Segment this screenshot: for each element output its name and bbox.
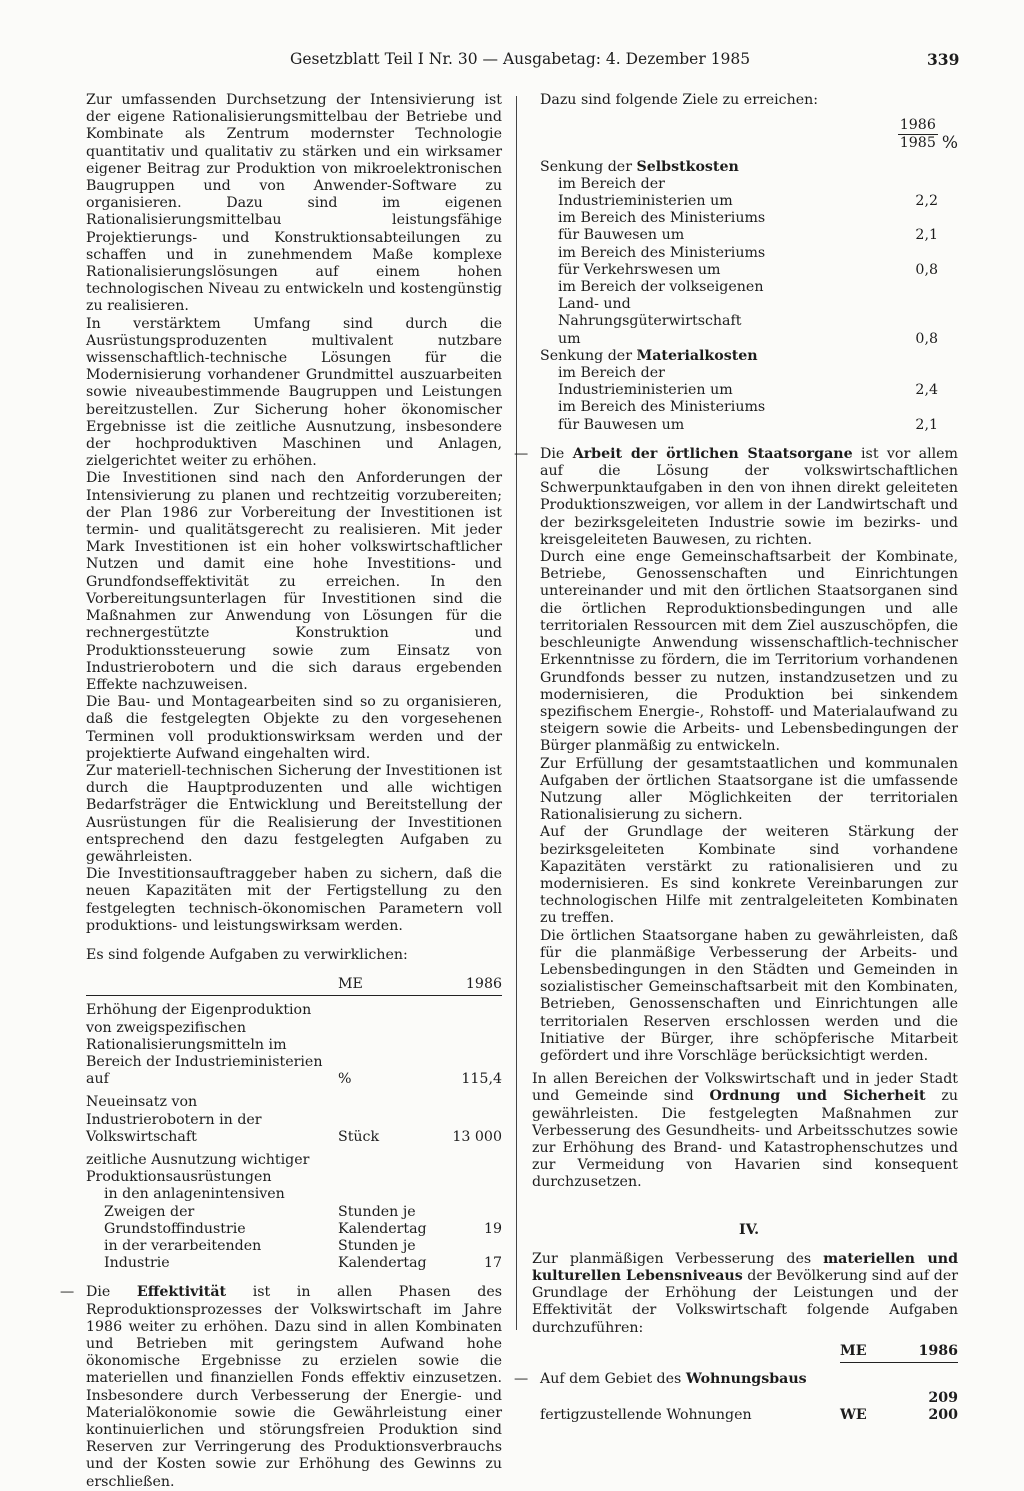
table-row: in den anlagenintensiven Zweigen der Grundstoffindustrie Stunden je Kalendertag 19 [104, 1186, 502, 1237]
paragraph: Die Investitionsauftraggeber haben zu sichern, daß die neuen Kapazitäten mit der Fertigstellung zu den festgelegten technisch-ökonomischen Parametern voll produktions- und leistungswirksam werden. [86, 866, 502, 934]
goals-header: $\frac{1986}{1985}$ % [899, 117, 958, 154]
table-header [86, 976, 502, 996]
paragraph: Zur materiell-technischen Sicherung der Investitionen ist durch die Hauptproduzenten und alle wichtigen Bedarfsträger die Entwicklung und Bereitstellung der Ausrüstungen für die Realisierung der Investitionen entsprechend den dazu festgelegten Aufgaben zu gewährleisten. [86, 762, 502, 865]
ratio-label: $\frac{1986}{1985}$ [899, 117, 936, 152]
table-row: im Bereich der Industrieministerien um 2,2 [558, 175, 938, 210]
group-heading: Senkung der Selbstkosten [540, 158, 739, 175]
col-me: ME [338, 976, 363, 993]
wohnungsbau-item: — Auf dem Gebiet des Wohnungsbaus [514, 1371, 807, 1388]
table-row: fertigzustellende Wohnungen WE 209 200 [540, 1390, 958, 1424]
left-column [60, 92, 502, 1491]
table-row: im Bereich des Ministeriums für Bauwesen um 2,1 [558, 399, 938, 433]
paragraph: Durch eine enge Gemeinschaftsarbeit der Kombinate, Betriebe, Genossenschaften und Einrichtungen untereinander und mit den örtlichen Staatsorganen sind die örtlichen Reproduktionsbedingungen und alle territorialen Ressourcen mit dem Ziel auszuschöpfen, die beschleunigte Anwendung wissenschaftlich-technischer Erkenntnisse zu fördern, die im Territorium vorhandenen Grundfonds besser zu nutzen, instandzusetzen und zu modernisieren, die Produktion bei sinkendem spezifischem Energie-, Rohstoff- und Materialaufwand zu steigern sowie die Arbeits- und Lebensbedingungen der Bürger planmäßig zu entwickeln. [540, 549, 958, 755]
paragraph: Die Bau- und Montagearbeiten sind so zu organisieren, daß die festgelegten Objekte zu den vorgesehenen Terminen voll produktionswirksam werden und der projektierte Aufwand eingehalten wird. [86, 694, 502, 762]
dash-bullet: — [514, 445, 529, 462]
table-header: ME 1986 [840, 1343, 958, 1363]
staatsorgane-item: — Die Arbeit der örtlichen Staatsorgane ist vor allem auf die Lösung der volkswirtschaftlichen Schwerpunktaufgaben in den von ihnen direkt geleiteten Produktionszweigen, vor allem in der Landwirtschaft und der bezirksgeleiteten Industrie sowie im bezirks- und kreisgeleiteten Bauwesen, zu richten. [514, 445, 959, 548]
paragraph: Zur Erfüllung der gesamtstaatlichen und kommunalen Aufgaben der örtlichen Staatsorgane ist die umfassende Nutzung aller Möglichkeiten der territorialen Rationalisierung zu sichern. [540, 755, 958, 824]
paragraph: Zur umfassenden Durchsetzung der Intensivierung ist der eigene Rationalisierungsmittelbau der Betriebe und Kombinate als Zentrum modernster Technologie quantitativ und qualitativ zu stärken und ein wirksamer eigener Beitrag zur Produktion von mikroelektronischen Baugruppen und von Anwender-Software zu organisieren. Dazu sind im eigenen Rationalisierungsmittelbau leistungsfähige Projektierungs- und Konstruktionsabteilungen zu schaffen und in zunehmendem Maße komplexe Rationalisierungslösungen auf einem hohen technologischen Niveau zu entwickeln und kostengünstig zu realisieren. [86, 92, 502, 315]
tasks-table [86, 976, 502, 1272]
table-row: im Bereich der volkseigenen Land- und Nahrungsgüterwirtschaft um 0,8 [558, 279, 938, 347]
table-row: im Bereich des Ministeriums für Bauwesen um 2,1 [558, 210, 938, 244]
section-heading: IV. [738, 1221, 760, 1238]
paragraph: Zur planmäßigen Verbesserung des materiellen und kulturellen Lebensniveaus der Bevölkerung sind auf der Grundlage der Erhöhung der Leistungen und der Effektivität der Volkswirtschaft folgende Aufgaben durchzuführen: [532, 1250, 958, 1336]
right-column [514, 92, 959, 1425]
dash-bullet: — [60, 1284, 75, 1301]
goals-table [540, 159, 958, 434]
effektivitaet-item: — Die Effektivität ist in allen Phasen des Reproduktionsprozesses der Volkswirtschaft im Jahre 1986 weiter zu erhöhen. Dazu sind in allen Kombinaten und Betrieben mit geringstem Aufwand hohe ökonomische Ergebnisse zu erzielen sowie die materiellen und finanziellen Fonds effektiv einzusetzen. Insbesondere durch Verbesserung der Energie- und Materialökonomie sowie die Gewährleistung einer kontinuierlichen und störungsfreien Produktion sind Reserven zur Verringerung des Produktionsverbrauchs und der Kosten sowie zur Erhöhung des Gewinns zu erschließen. [60, 1284, 502, 1490]
paragraph: Die Investitionen sind nach den Anforderungen der Intensivierung zu planen und rechtzeitig vorzubereiten; der Plan 1986 zur Vorbereitung der Investitionen ist termin- und qualitätsgerecht zu realisieren. Mit jeder Mark Investitionen ist ein hoher volkswirtschaftlicher Nutzen und damit eine hohe Investitions- und Grundfondseffektivität zu erreichen. In den Vorbereitungsunterlagen für Investitionen sind die Maßnahmen zur Anwendung von Lösungen für die rechnergestützte Konstruktion und Produktionssteuerung sowie zum Einsatz von Industrierobotern und die sich daraus ergebenden Effekte nachzuweisen. [86, 470, 502, 693]
table-intro: Es sind folgende Aufgaben zu verwirklichen: [86, 946, 408, 963]
dash-bullet: — [514, 1371, 529, 1388]
table-row: Erhöhung der Eigenproduktion von zweigspezifischen Rationalisierungsmitteln im Bereich der Industrieministerien auf % 115,4 [86, 1002, 502, 1088]
paragraph: In allen Bereichen der Volkswirtschaft und in jeder Stadt und Gemeinde sind Ordnung und Sicherheit zu gewährleisten. Die festgelegten Maßnahmen zur Verbesserung des Gesundheits- und Arbeitsschutzes sowie zur Erhöhung des Brand- und Katastrophenschutzes und zur Vermeidung von Havarien sind konsequent durchzusetzen. [532, 1071, 958, 1191]
group-heading: Senkung der Materialkosten [540, 347, 758, 364]
goals-intro: Dazu sind folgende Ziele zu erreichen: [540, 92, 819, 108]
table-row: im Bereich der Industrieministerien um 2,4 [558, 365, 938, 399]
column-divider [516, 96, 517, 1330]
table-row: im Bereich des Ministeriums für Verkehrswesen um 0,8 [558, 244, 938, 278]
page-header: Gesetzblatt Teil I Nr. 30 — Ausgabetag: 4. Dezember 1985 [290, 50, 751, 68]
col-year: 1986 [465, 976, 502, 993]
table-row: in der verarbeitenden Industrie Stunden je Kalendertag 17 [104, 1238, 502, 1272]
table-row: Neueinsatz von Industrierobotern in der Volkswirtschaft Stück 13 000 [86, 1094, 502, 1145]
paragraph: In verstärktem Umfang sind durch die Ausrüstungsproduzenten multivalent nutzbare wissenschaftlich-technische Lösungen für die Modernisierung vorhandener Grundmittel auszuarbeiten sowie niveaubestimmende Baugruppen und Leistungen bereitzustellen. Zur Sicherung hoher ökonomischer Ergebnisse ist die zeitliche Ausnutzung, insbesondere der hochproduktiven Maschinen und Anlagen, zielgerichtet weiter zu erhöhen. [86, 315, 502, 470]
table-row: zeitliche Ausnutzung wichtiger Produktionsausrüstungen [86, 1151, 310, 1186]
paragraph: Auf der Grundlage der weiteren Stärkung der bezirksgeleiteten Kombinate sind vorhandene Kapazitäten verstärkt zu rationalisieren und zu modernisieren. Es sind konkrete Vereinbarungen zur technologischen Hilfe mit zentralgeleiteten Kombinaten zu treffen. [540, 824, 958, 927]
page-number: 339 [927, 50, 960, 69]
paragraph: Die örtlichen Staatsorgane haben zu gewährleisten, daß für die planmäßige Verbesserung der Arbeits- und Lebensbedingungen in den Städten und Gemeinden in sozialistischer Gemeinschaftsarbeit mit den Kombinaten, Betrieben, Genossenschaften und Einrichtungen alle territorialen Reserven erschlossen werden und die Initiative der Bürger, ihre schöpferische Mitarbeit gefördert und ihre Vorschläge berücksichtigt werden. [540, 927, 958, 1064]
